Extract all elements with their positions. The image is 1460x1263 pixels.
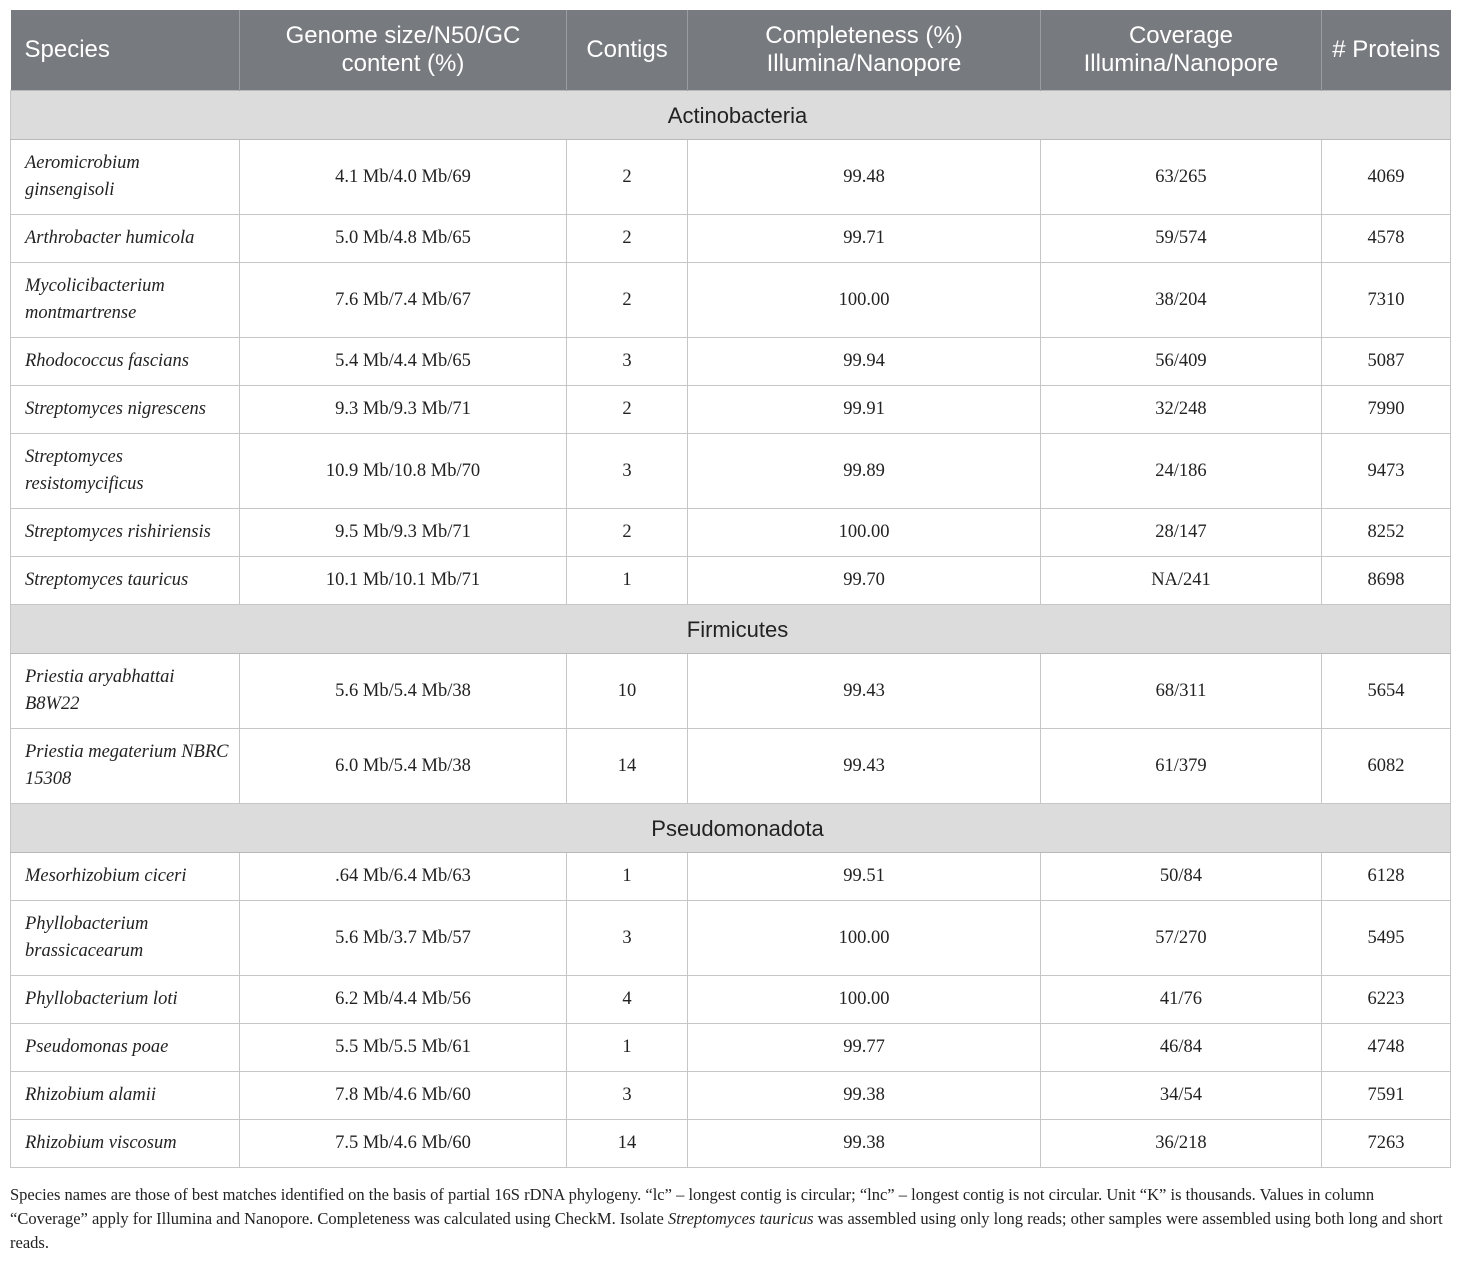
- header-contigs: Contigs: [567, 10, 688, 91]
- proteins-cell: 7310: [1322, 263, 1451, 338]
- table-row: [11, 557, 1451, 605]
- group-label: Pseudomonadota: [11, 804, 1451, 853]
- completeness-cell: 99.51: [688, 853, 1041, 901]
- coverage-cell: 24/186: [1041, 434, 1322, 509]
- species-cell: Streptomyces nigrescens: [11, 386, 240, 434]
- proteins-cell: 5495: [1322, 901, 1451, 976]
- completeness-cell: 99.43: [688, 654, 1041, 729]
- coverage-cell: 50/84: [1041, 853, 1322, 901]
- table-row: [11, 853, 1451, 901]
- contigs-cell: 4: [567, 976, 688, 1024]
- header-proteins: # Proteins: [1322, 10, 1451, 91]
- header-coverage: Coverage Illumina/Nanopore: [1041, 10, 1322, 91]
- genome-cell: 5.0 Mb/4.8 Mb/65: [240, 215, 567, 263]
- proteins-cell: 9473: [1322, 434, 1451, 509]
- contigs-cell: 3: [567, 338, 688, 386]
- genome-cell: .64 Mb/6.4 Mb/63: [240, 853, 567, 901]
- completeness-cell: 99.38: [688, 1072, 1041, 1120]
- proteins-cell: 7990: [1322, 386, 1451, 434]
- coverage-cell: 61/379: [1041, 729, 1322, 804]
- contigs-cell: 3: [567, 901, 688, 976]
- contigs-cell: 3: [567, 434, 688, 509]
- completeness-cell: 99.48: [688, 140, 1041, 215]
- contigs-cell: 2: [567, 386, 688, 434]
- coverage-cell: 68/311: [1041, 654, 1322, 729]
- completeness-cell: 100.00: [688, 901, 1041, 976]
- proteins-cell: 6082: [1322, 729, 1451, 804]
- species-cell: Streptomyces resistomycificus: [11, 434, 240, 509]
- table-row: [11, 901, 1451, 976]
- genome-cell: 10.9 Mb/10.8 Mb/70: [240, 434, 567, 509]
- species-cell: Aeromicrobium ginsengisoli: [11, 140, 240, 215]
- proteins-cell: 7263: [1322, 1120, 1451, 1168]
- table-row: [11, 1120, 1451, 1168]
- coverage-cell: 56/409: [1041, 338, 1322, 386]
- coverage-cell: NA/241: [1041, 557, 1322, 605]
- species-cell: Rhizobium viscosum: [11, 1120, 240, 1168]
- completeness-cell: 99.94: [688, 338, 1041, 386]
- completeness-cell: 100.00: [688, 509, 1041, 557]
- species-cell: Phyllobacterium brassicacearum: [11, 901, 240, 976]
- genome-cell: 9.3 Mb/9.3 Mb/71: [240, 386, 567, 434]
- table-body: [11, 91, 1451, 1168]
- species-cell: Rhizobium alamii: [11, 1072, 240, 1120]
- group-row: [11, 91, 1451, 140]
- contigs-cell: 14: [567, 1120, 688, 1168]
- proteins-cell: 4069: [1322, 140, 1451, 215]
- genome-cell: 7.5 Mb/4.6 Mb/60: [240, 1120, 567, 1168]
- proteins-cell: 6223: [1322, 976, 1451, 1024]
- proteins-cell: 5087: [1322, 338, 1451, 386]
- species-cell: Pseudomonas poae: [11, 1024, 240, 1072]
- footnote-italic-species: Streptomyces tauricus: [667, 1209, 814, 1228]
- table-row: [11, 386, 1451, 434]
- contigs-cell: 2: [567, 509, 688, 557]
- genome-cell: 6.0 Mb/5.4 Mb/38: [240, 729, 567, 804]
- coverage-cell: 28/147: [1041, 509, 1322, 557]
- genome-cell: 5.4 Mb/4.4 Mb/65: [240, 338, 567, 386]
- proteins-cell: 6128: [1322, 853, 1451, 901]
- coverage-cell: 46/84: [1041, 1024, 1322, 1072]
- genome-table: [10, 10, 1451, 1168]
- proteins-cell: 4748: [1322, 1024, 1451, 1072]
- coverage-cell: 63/265: [1041, 140, 1322, 215]
- group-label: Firmicutes: [11, 605, 1451, 654]
- completeness-cell: 99.43: [688, 729, 1041, 804]
- genome-cell: 4.1 Mb/4.0 Mb/69: [240, 140, 567, 215]
- contigs-cell: 2: [567, 140, 688, 215]
- table-row: [11, 263, 1451, 338]
- group-row: [11, 605, 1451, 654]
- coverage-cell: 36/218: [1041, 1120, 1322, 1168]
- contigs-cell: 1: [567, 557, 688, 605]
- header-species: Species: [11, 10, 240, 91]
- genome-cell: 9.5 Mb/9.3 Mb/71: [240, 509, 567, 557]
- table-row: [11, 654, 1451, 729]
- table-row: [11, 140, 1451, 215]
- species-cell: Priestia megaterium NBRC 15308: [11, 729, 240, 804]
- coverage-cell: 34/54: [1041, 1072, 1322, 1120]
- contigs-cell: 1: [567, 1024, 688, 1072]
- species-cell: Phyllobacterium loti: [11, 976, 240, 1024]
- species-cell: Arthrobacter humicola: [11, 215, 240, 263]
- species-cell: Streptomyces tauricus: [11, 557, 240, 605]
- species-cell: Mycolicibacterium montmartrense: [11, 263, 240, 338]
- table-row: [11, 215, 1451, 263]
- table-container: [10, 10, 1450, 1168]
- footnote-text: Species names are those of best matches identified on the basis of partial 16S rDNA phylogeny. “lc” – longest contig is circular; “lnc” – longest contig is not circular. Unit “K” is thousands. Values in column “Coverage” apply for Illumina and Nanopore. Completeness was calculated using CheckM. Isolate: [10, 1185, 1375, 1228]
- proteins-cell: 8252: [1322, 509, 1451, 557]
- coverage-cell: 57/270: [1041, 901, 1322, 976]
- coverage-cell: 41/76: [1041, 976, 1322, 1024]
- proteins-cell: 4578: [1322, 215, 1451, 263]
- completeness-cell: 99.71: [688, 215, 1041, 263]
- table-row: [11, 434, 1451, 509]
- proteins-cell: 5654: [1322, 654, 1451, 729]
- completeness-cell: 99.70: [688, 557, 1041, 605]
- contigs-cell: 2: [567, 263, 688, 338]
- contigs-cell: 10: [567, 654, 688, 729]
- table-row: [11, 976, 1451, 1024]
- genome-cell: 5.6 Mb/5.4 Mb/38: [240, 654, 567, 729]
- footnote-text-end: was assembled using only long reads; other samples were assembled using both long and short reads.: [10, 1209, 1443, 1252]
- footnote: [10, 1183, 1450, 1255]
- header-genome: Genome size/N50/GC content (%): [240, 10, 567, 91]
- proteins-cell: 7591: [1322, 1072, 1451, 1120]
- coverage-cell: 32/248: [1041, 386, 1322, 434]
- completeness-cell: 99.89: [688, 434, 1041, 509]
- group-row: [11, 804, 1451, 853]
- completeness-cell: 100.00: [688, 263, 1041, 338]
- header-completeness: Completeness (%) Illumina/Nanopore: [688, 10, 1041, 91]
- species-cell: Streptomyces rishiriensis: [11, 509, 240, 557]
- table-row: [11, 729, 1451, 804]
- table-row: [11, 1072, 1451, 1120]
- genome-cell: 5.5 Mb/5.5 Mb/61: [240, 1024, 567, 1072]
- species-cell: Mesorhizobium ciceri: [11, 853, 240, 901]
- genome-cell: 7.6 Mb/7.4 Mb/67: [240, 263, 567, 338]
- completeness-cell: 100.00: [688, 976, 1041, 1024]
- proteins-cell: 8698: [1322, 557, 1451, 605]
- table-row: [11, 1024, 1451, 1072]
- contigs-cell: 2: [567, 215, 688, 263]
- group-label: Actinobacteria: [11, 91, 1451, 140]
- completeness-cell: 99.91: [688, 386, 1041, 434]
- table-row: [11, 338, 1451, 386]
- genome-cell: 6.2 Mb/4.4 Mb/56: [240, 976, 567, 1024]
- coverage-cell: 38/204: [1041, 263, 1322, 338]
- contigs-cell: 14: [567, 729, 688, 804]
- contigs-cell: 1: [567, 853, 688, 901]
- genome-cell: 10.1 Mb/10.1 Mb/71: [240, 557, 567, 605]
- genome-cell: 7.8 Mb/4.6 Mb/60: [240, 1072, 567, 1120]
- completeness-cell: 99.38: [688, 1120, 1041, 1168]
- completeness-cell: 99.77: [688, 1024, 1041, 1072]
- header-row: [11, 10, 1451, 91]
- species-cell: Rhodococcus fascians: [11, 338, 240, 386]
- species-cell: Priestia aryabhattai B8W22: [11, 654, 240, 729]
- contigs-cell: 3: [567, 1072, 688, 1120]
- coverage-cell: 59/574: [1041, 215, 1322, 263]
- table-row: [11, 509, 1451, 557]
- genome-cell: 5.6 Mb/3.7 Mb/57: [240, 901, 567, 976]
